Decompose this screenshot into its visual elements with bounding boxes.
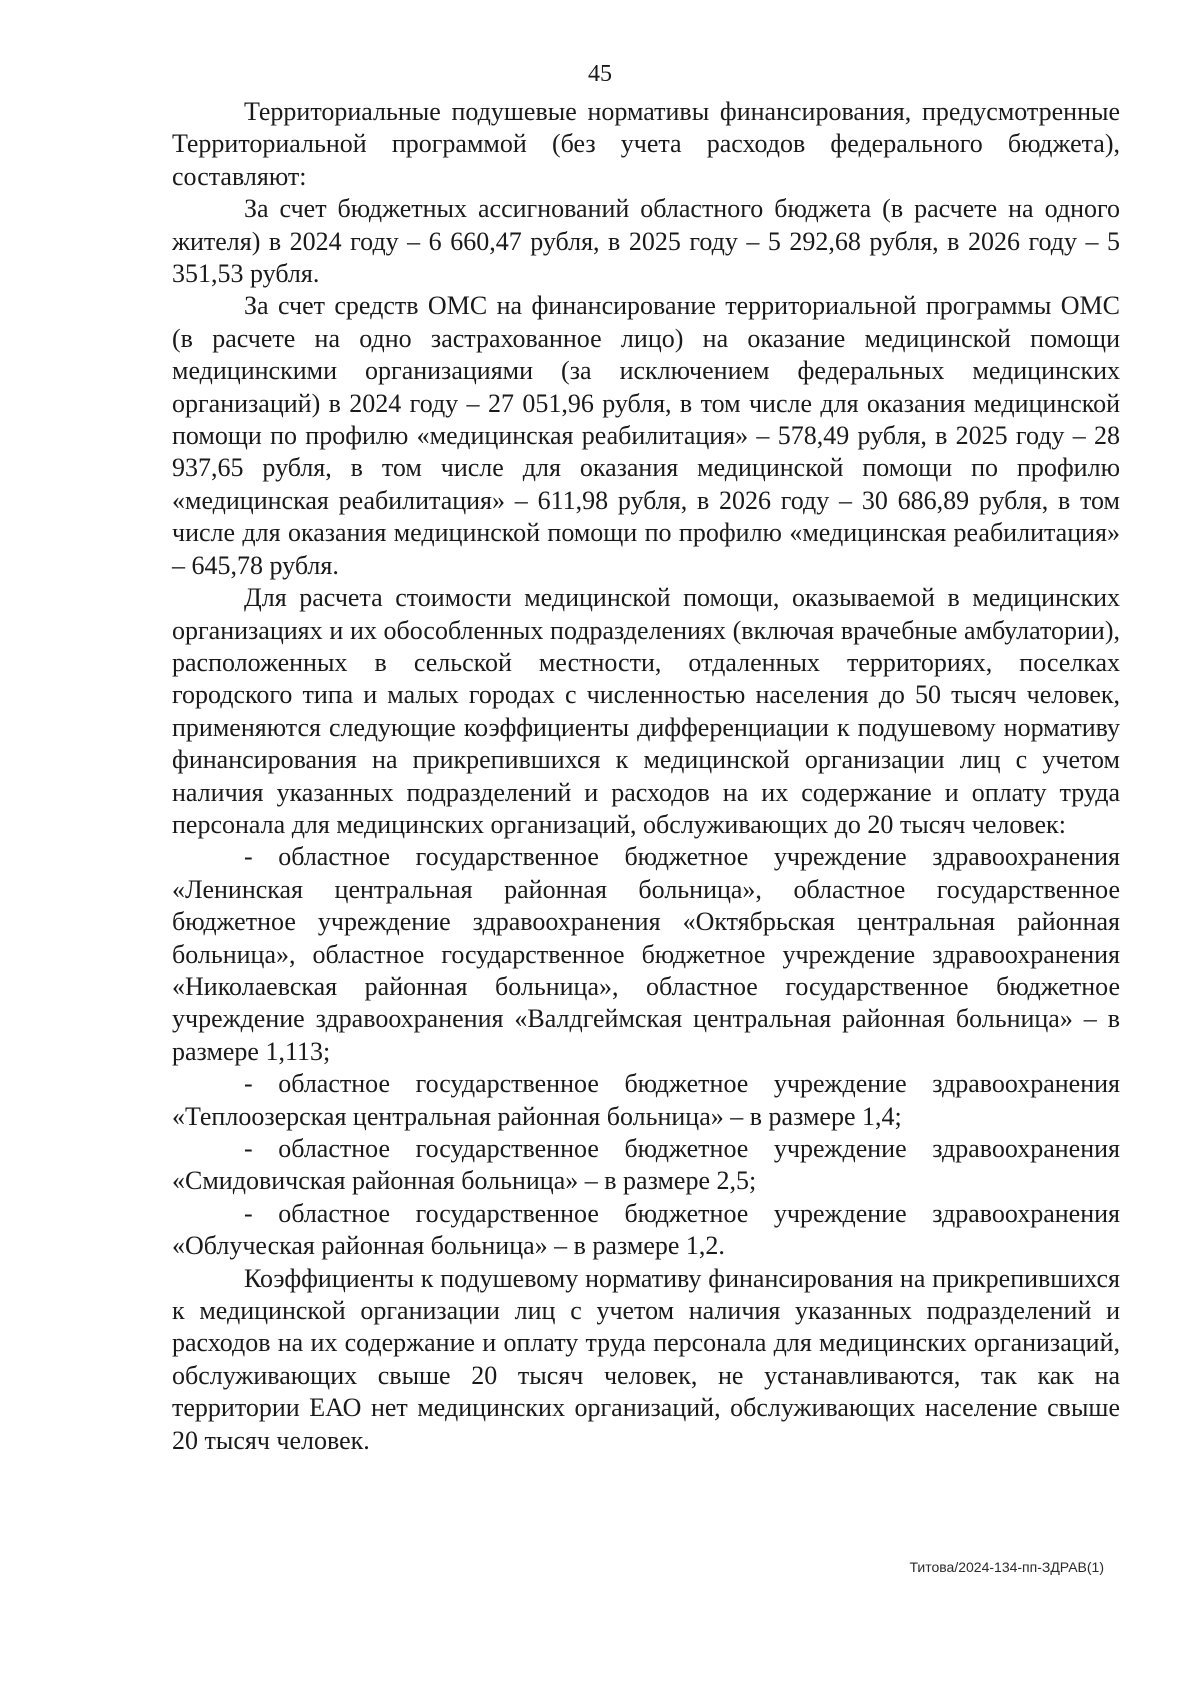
paragraph-per-capita-intro: Территориальные подушевые нормативы финансирования, предусмотренные Территориальной программой (без учета расходов федерального бюджета), составляют: [172, 97, 1120, 191]
list-item-coefficient-1113: - областное государственное бюджетное учреждение здравоохранения «Ленинская центральная районная больница», областное государственное бюджетное учреждение здравоохранения «Октябрьская центральная районная больница», областное государственное бюджетное учреждение здравоохранения «Николаевская районная больница», областное государственное бюджетное учреждение здравоохранения «Валдгеймская центральная районная больница» – в размере 1,113; [172, 842, 1120, 1066]
paragraph-differentiation-coefficients: Для расчета стоимости медицинской помощи, оказываемой в медицинских организациях и их обособленных подразделениях (включая врачебные амбулатории), расположенных в сельской местности, отдаленных территориях, поселках городского типа и малых городах с численностью населения до 50 тысяч человек, применяются следующие коэффициенты дифференциации к подушевому нормативу финансирования на прикрепившихся к медицинской организации лиц с учетом наличия указанных подразделений и расходов на их содержание и оплату труда персонала для медицинских организаций, обслуживающих до 20 тысяч человек: [172, 583, 1120, 839]
page-number: 45 [588, 61, 612, 87]
list-item-coefficient-12: - областное государственное бюджетное учреждение здравоохранения «Облуческая районная больница» – в размере 1,2. [172, 1198, 1120, 1261]
document-body [172, 96, 1120, 1457]
list-item-coefficient-14: - областное государственное бюджетное учреждение здравоохранения «Теплоозерская центральная районная больница» – в размере 1,4; [172, 1069, 1120, 1131]
document-footer-code: Титова/2024-134-пп-ЗДРАВ(1) [909, 1559, 1104, 1575]
paragraph-oms-funds: За счет средств ОМС на финансирование территориальной программы ОМС (в расчете на одно застрахованное лицо) на оказание медицинской помощи медицинскими организациями (за исключением федеральных медицинских организаций) в 2024 году – 27 051,96 рубля, в том числе для оказания медицинской помощи по профилю «медицинская реабилитация» – 578,49 рубля, в 2025 году – 28 937,65 рубля, в том числе для оказания медицинской помощи по профилю «медицинская реабилитация» – 611,98 рубля, в 2026 году – 30 686,89 рубля, в том числе для оказания медицинской помощи по профилю «медицинская реабилитация» – 645,78 рубля. [172, 291, 1120, 580]
list-item-coefficient-25: - областное государственное бюджетное учреждение здравоохранения «Смидовичская районная больница» – в размере 2,5; [172, 1134, 1120, 1196]
paragraph-coefficients-not-set: Коэффициенты к подушевому нормативу финансирования на прикрепившихся к медицинской организации лиц с учетом наличия указанных подразделений и расходов на их содержание и оплату труда персонала для медицинских организаций, обслуживающих свыше 20 тысяч человек, не устанавливаются, так как на территории ЕАО нет медицинских организаций, обслуживающих население свыше 20 тысяч человек. [172, 1263, 1120, 1455]
paragraph-regional-budget: За счет бюджетных ассигнований областного бюджета (в расчете на одного жителя) в 2024 году – 6 660,47 рубля, в 2025 году – 5 292,68 рубля, в 2026 году – 5 351,53 рубля. [172, 194, 1120, 289]
